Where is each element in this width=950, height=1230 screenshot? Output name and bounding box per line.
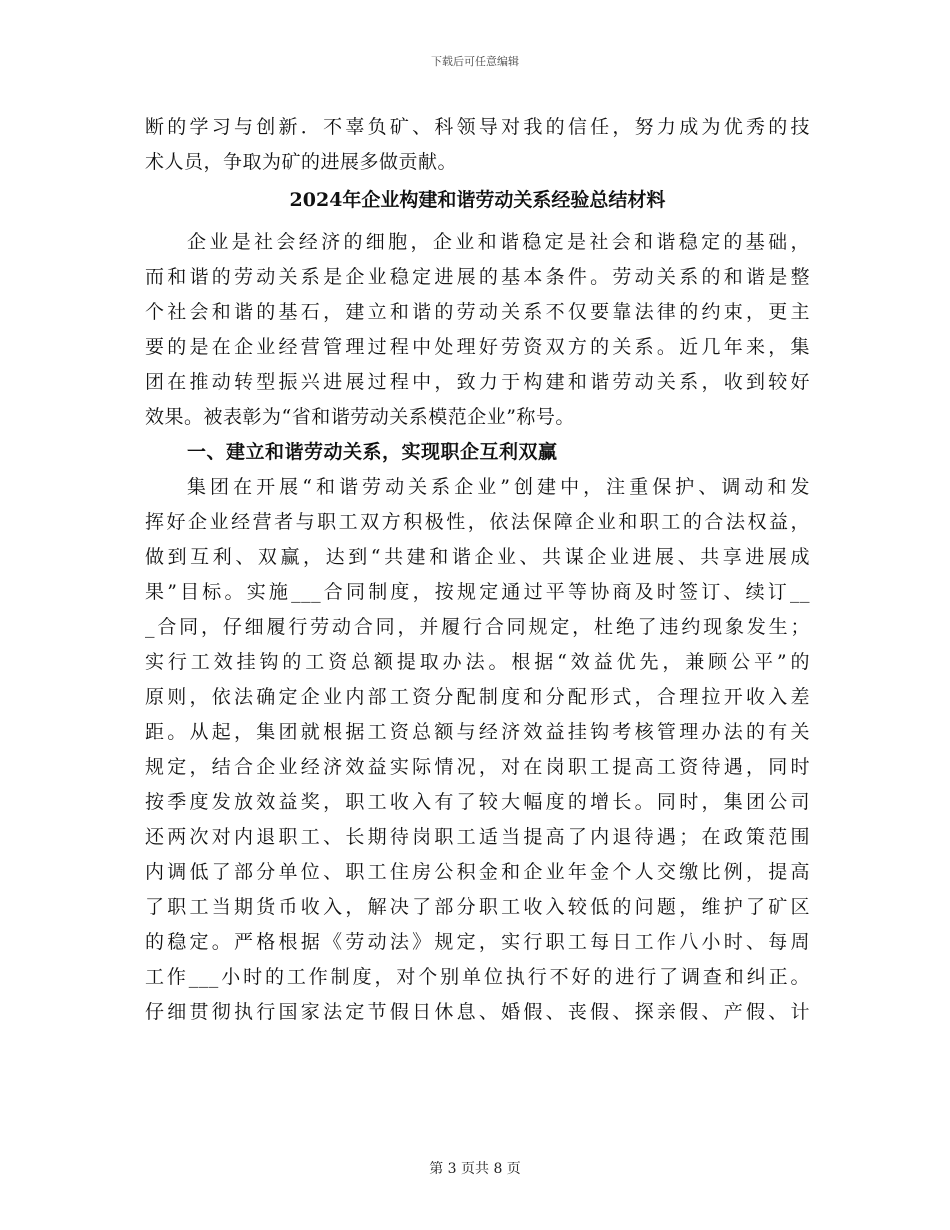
paragraph-line: 挥好企业经营者与职工双方积极性，依法保障企业和职工的合法权益， [145, 511, 810, 533]
paragraph-line: 要的是在企业经营管理过程中处理好劳资双方的关系。近几年来，集 [145, 336, 810, 358]
paragraph-line: 企业是社会经济的细胞，企业和谐稳定是社会和谐稳定的基础， [187, 231, 810, 253]
intro-line: 断的学习与创新．不辜负矿、科领导对我的信任，努力成为优秀的技 [145, 116, 810, 138]
paragraph-line: 内调低了部分单位、职工住房公积金和企业年金个人交缴比例，提高 [145, 861, 810, 883]
document-title: 2024年企业构建和谐劳动关系经验总结材料 [289, 189, 666, 211]
paragraph-line: 了职工当期货币收入，解决了部分职工收入较低的问题，维护了矿区 [145, 896, 810, 918]
paragraph-line: 团在推动转型振兴进展过程中，致力于构建和谐劳动关系，收到较好 [145, 371, 810, 393]
paragraph-line: 距。从起，集团就根据工资总额与经济效益挂钩考核管理办法的有关 [145, 721, 810, 743]
paragraph-line: 仔细贯彻执行国家法定节假日休息、婚假、丧假、探亲假、产假、计 [145, 1001, 810, 1023]
paragraph-line: 还两次对内退职工、长期待岗职工适当提高了内退待遇；在政策范围 [145, 826, 810, 848]
paragraph-line: 原则，依法确定企业内部工资分配制度和分配形式，合理拉开收入差 [145, 686, 810, 708]
paragraph-line: 做到互利、双赢，达到“共建和谐企业、共谋企业进展、共享进展成 [145, 546, 810, 568]
paragraph-line: 集团在开展“和谐劳动关系企业”创建中，注重保护、调动和发 [187, 476, 810, 498]
paragraph-line: 效果。被表彰为“省和谐劳动关系模范企业”称号。 [145, 406, 575, 428]
intro-line: 术人员，争取为矿的进展多做贡献。 [145, 151, 458, 173]
paragraph-line: 实行工效挂钩的工资总额提取办法。根据“效益优先，兼顾公平”的 [145, 651, 810, 673]
paragraph-line: 规定，结合企业经济效益实际情况，对在岗职工提高工资待遇，同时 [145, 756, 810, 778]
section-heading: 一、建立和谐劳动关系，实现职企互利双赢 [187, 441, 558, 463]
page-number-footer: 第 3 页共 8 页 [429, 1161, 521, 1177]
paragraph-line: 的稳定。严格根据《劳动法》规定，实行职工每日工作八小时、每周 [145, 931, 810, 953]
paragraph-line: 果”目标。实施___合同制度，按规定通过平等协商及时签订、续订__ [145, 581, 810, 603]
document-body [145, 110, 810, 1030]
paragraph-line: 工作___小时的工作制度，对个别单位执行不好的进行了调查和纠正。 [145, 966, 810, 988]
paragraph-line: _合同，仔细履行劳动合同，并履行合同规定，杜绝了违约现象发生； [145, 616, 810, 638]
paragraph-line: 个社会和谐的基石，建立和谐的劳动关系不仅要靠法律的约束，更主 [145, 301, 810, 323]
page-header: 下载后可任意编辑 [431, 55, 519, 68]
paragraph-line: 而和谐的劳动关系是企业稳定进展的基本条件。劳动关系的和谐是整 [145, 266, 810, 288]
paragraph-line: 按季度发放效益奖，职工收入有了较大幅度的增长。同时，集团公司 [145, 791, 810, 813]
